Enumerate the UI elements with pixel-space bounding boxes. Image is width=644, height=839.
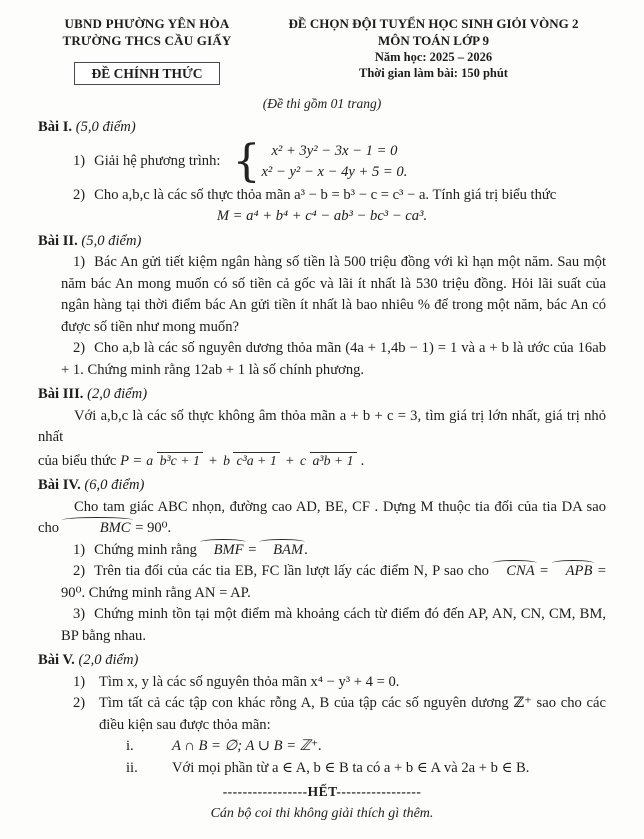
fraction-1-denominator: b³c + 1 bbox=[157, 452, 203, 468]
problem-4-heading bbox=[38, 475, 606, 497]
item-marker: 3) bbox=[73, 606, 86, 622]
problem-1-formula: M = a⁴ + b⁴ + c⁴ − ab³ − bc³ − ca³. bbox=[216, 208, 428, 224]
exam-subject: MÔN TOÁN LỚP 9 bbox=[377, 32, 490, 48]
item-text: Chứng minh tồn tại một điểm mà khoảng cách từ điểm đó đến AP, AN, CN, CM, BM, BP bằng nhau. bbox=[61, 606, 606, 644]
item-text-end: . bbox=[304, 541, 308, 558]
problem-1-item-1 bbox=[38, 135, 606, 187]
plus-operator: + bbox=[208, 452, 218, 469]
angle-hat-APB: APB bbox=[553, 561, 594, 583]
fraction-3-denominator: a³b + 1 bbox=[310, 452, 357, 468]
equation-line-2: x² − y² − x − 4y + 5 = 0. bbox=[261, 163, 408, 180]
item-marker: 2) bbox=[73, 340, 86, 356]
fraction-2-numerator: b bbox=[223, 453, 230, 469]
problem-2-title: Bài II. bbox=[38, 232, 78, 249]
item-marker: 2) bbox=[73, 695, 86, 711]
official-exam-stamp-label: ĐỀ CHÍNH THỨC bbox=[91, 66, 203, 81]
item-text: Giải hệ phương trình: bbox=[94, 152, 221, 169]
school-year: Năm học: 2025 – 2026 bbox=[374, 50, 493, 64]
org-name: UBND PHƯỜNG YÊN HÒA bbox=[64, 16, 230, 31]
angle-hat-CNA: CNA bbox=[493, 561, 535, 583]
fraction-1-numerator: a bbox=[146, 453, 154, 469]
item-text: Cho a,b,c là các số thực thỏa mãn a³ − b = b³ − c = c³ − a. Tính giá trị biểu thức bbox=[94, 186, 557, 203]
header-left-block bbox=[38, 16, 256, 86]
item-marker: 1) bbox=[73, 254, 86, 270]
item-marker: 1) bbox=[73, 541, 86, 558]
problem-1-heading bbox=[38, 117, 606, 139]
fraction-3 bbox=[300, 453, 357, 469]
fraction-3-numerator: c bbox=[299, 453, 307, 469]
problem-4-intro bbox=[38, 497, 606, 540]
equation-line-1: x² + 3y² − 3x − 1 = 0 bbox=[271, 142, 398, 159]
plus-operator: + bbox=[285, 452, 294, 469]
page-count-note: (Đề thi gồm 01 trang) bbox=[262, 95, 382, 111]
system-brace: { bbox=[232, 135, 261, 187]
angle-hat-BAM: BAM bbox=[260, 540, 304, 562]
p-label: P = bbox=[120, 452, 143, 469]
problem-5-condition-ii bbox=[38, 758, 606, 780]
official-exam-stamp bbox=[74, 62, 219, 85]
problem-2-points: (5,0 điểm) bbox=[81, 232, 142, 249]
item-text: Tìm tất cả các tập con khác rỗng A, B của tập các số nguyên dương ℤ⁺ sao cho các điều kiện sau được thỏa mãn: bbox=[99, 695, 606, 733]
problem-4-item-1 bbox=[38, 540, 606, 562]
item-marker: 2) bbox=[73, 563, 86, 579]
problem-4-item-3 bbox=[38, 604, 606, 647]
problem-5-title: Bài V. bbox=[38, 652, 75, 668]
proctor-note: Cán bộ coi thi không giải thích gì thêm. bbox=[210, 805, 434, 821]
item-text-end: = 90⁰. Chứng minh rằng AN = AP. bbox=[61, 563, 606, 601]
problem-4-points: (6,0 điểm) bbox=[84, 477, 145, 493]
problem-5-condition-i bbox=[38, 736, 606, 758]
problem-5-heading bbox=[38, 650, 606, 672]
problem-3-points: (2,0 điểm) bbox=[87, 386, 148, 402]
intro-text-end: = 90⁰. bbox=[131, 520, 172, 536]
condition-marker: ii. bbox=[126, 759, 138, 776]
problem-2-item-2 bbox=[38, 338, 606, 381]
item-marker: 1) bbox=[73, 673, 86, 690]
angle-hat-BMC: BMC bbox=[63, 518, 132, 540]
equals-sign: = bbox=[244, 541, 261, 558]
problem-3-expression bbox=[38, 451, 606, 473]
fraction-2-denominator: c³a + 1 bbox=[233, 452, 279, 468]
expression-period: . bbox=[360, 452, 365, 469]
problem-3-intro: Với a,b,c là các số thực không âm thỏa mãn a + b + c = 3, tìm giá trị lớn nhất, giá trị nhỏ nhất bbox=[38, 407, 606, 445]
problem-5-item-2 bbox=[38, 693, 606, 736]
condition-text: Với mọi phần từ a ∈ A, b ∈ B ta có a + b ∈ A và 2a + b ∈ B. bbox=[172, 759, 530, 776]
exam-header bbox=[38, 16, 606, 86]
problem-4-title: Bài IV. bbox=[38, 477, 81, 493]
problem-3-heading bbox=[38, 384, 606, 406]
problem-1-item-2 bbox=[38, 185, 606, 207]
problem-2-item-1 bbox=[38, 252, 606, 338]
fraction-1 bbox=[146, 453, 203, 469]
equals-sign: = bbox=[535, 563, 553, 579]
problem-5-points: (2,0 điểm) bbox=[78, 652, 139, 668]
end-of-exam-divider: -----------------HẾT----------------- bbox=[222, 784, 422, 799]
item-text: Trên tia đối của các tia EB, FC lần lượt lấy các điểm N, P sao cho bbox=[94, 563, 494, 579]
header-right-block bbox=[261, 16, 606, 81]
item-marker: 2) bbox=[73, 186, 86, 203]
equation-system bbox=[261, 141, 407, 183]
condition-text: A ∩ B = ∅; A ∪ B = ℤ⁺. bbox=[172, 738, 322, 754]
exam-duration: Thời gian làm bài: 150 phút bbox=[359, 66, 508, 80]
item-text: Bác An gửi tiết kiệm ngân hàng số tiền là 500 triệu đồng với kì hạn một năm. Sau một năm bác An mong muốn có số tiền cả gốc và lãi ít nhất là 530 triệu đồng. Hỏi lãi suất của ngân hàng tại thời điểm bác An gửi tiền ít nhất là bao nhiêu % để trong một năm, bác An có được số tiền như mong muốn? bbox=[61, 254, 606, 335]
expression-prefix: của biểu thức bbox=[38, 452, 117, 469]
exam-title: ĐỀ CHỌN ĐỘI TUYỂN HỌC SINH GIỎI VÒNG 2 bbox=[288, 16, 579, 31]
problem-5-item-1 bbox=[38, 672, 606, 694]
problem-4-item-2 bbox=[38, 561, 606, 604]
item-marker: 1) bbox=[73, 152, 86, 169]
intro-text: Cho tam giác ABC nhọn, đường cao AD, BE, CF . Dựng M thuộc tia đối của tia DA sao cho bbox=[38, 498, 606, 536]
fraction-2 bbox=[223, 453, 280, 469]
problem-1-points: (5,0 điểm) bbox=[75, 119, 136, 135]
item-text: Chứng minh rằng bbox=[94, 541, 201, 558]
condition-marker: i. bbox=[126, 738, 134, 754]
problem-1-title: Bài I. bbox=[38, 119, 73, 135]
item-text: Tìm x, y là các số nguyên thỏa mãn x⁴ − y³ + 4 = 0. bbox=[99, 673, 400, 690]
problem-2-heading bbox=[38, 231, 606, 253]
school-name: TRƯỜNG THCS CẦU GIẤY bbox=[62, 32, 232, 48]
problem-3-title: Bài III. bbox=[38, 386, 84, 402]
angle-hat-BMF: BMF bbox=[201, 540, 245, 562]
item-text: Cho a,b là các số nguyên dương thỏa mãn (4a + 1,4b − 1) = 1 và a + b là ước của 16ab + 1. Chứng minh rằng 12ab + 1 là số chính phương. bbox=[61, 340, 606, 378]
